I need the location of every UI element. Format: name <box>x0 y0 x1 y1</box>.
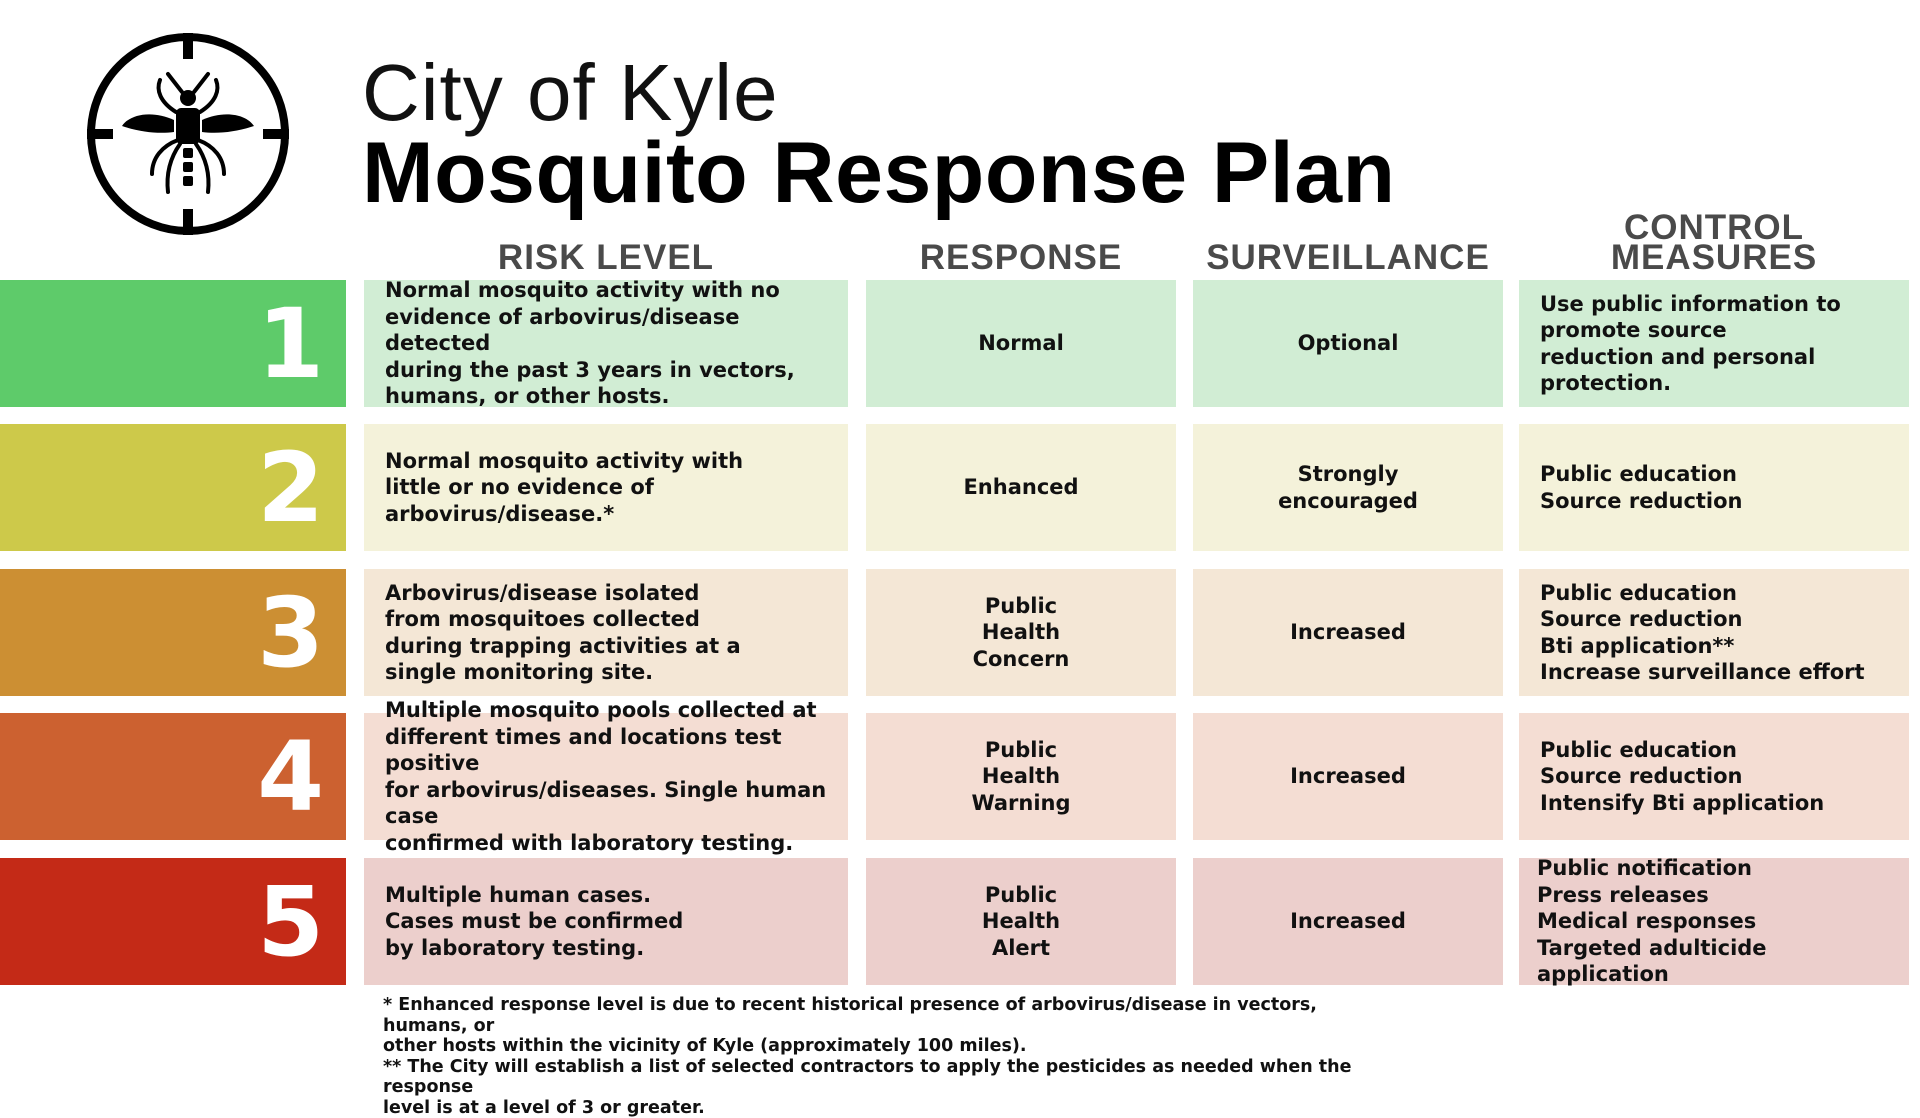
risk-description: Arbovirus/disease isolated from mosquitoes collected during trapping activities at a single monitoring site. <box>364 569 848 696</box>
page-title-plan: Mosquito Response Plan <box>362 123 1396 223</box>
risk-level-3-badge <box>0 569 346 696</box>
control-measures-value: Public education Source reduction Bti application** Increase surveillance effort <box>1519 569 1909 696</box>
risk-level-4-badge <box>0 713 346 840</box>
risk-level-2-badge <box>0 424 346 551</box>
risk-description: Multiple mosquito pools collected at different times and locations test positive for arbovirus/diseases. Single human case confirmed with laboratory testing. <box>364 713 848 840</box>
control-measures-value: Public education Source reduction <box>1519 424 1909 551</box>
risk-description: Multiple human cases. Cases must be confirmed by laboratory testing. <box>364 858 848 985</box>
column-header-response: RESPONSE <box>866 243 1176 273</box>
risk-level-number: 4 <box>257 729 324 825</box>
risk-level-number: 5 <box>257 874 324 970</box>
mosquito-crosshair-icon <box>82 28 294 240</box>
page-title-city: City of Kyle <box>362 45 779 141</box>
surveillance-value: Strongly encouraged <box>1193 424 1503 551</box>
risk-level-number: 2 <box>257 440 324 536</box>
column-header-risk-level: RISK LEVEL <box>364 243 848 273</box>
control-measures-value: Public notification Press releases Medical responses Targeted adulticide application <box>1519 858 1909 985</box>
response-value: Public Health Alert <box>866 858 1176 985</box>
footnotes <box>383 995 1403 1118</box>
footnote-contractors: ** The City will establish a list of selected contractors to apply the pesticides as needed when the response level is at a level of 3 or greater. <box>383 1057 1403 1118</box>
risk-level-1-badge <box>0 280 346 407</box>
surveillance-value: Increased <box>1193 569 1503 696</box>
risk-description: Normal mosquito activity with no evidence of arbovirus/disease detected during the past 3 years in vectors, humans, or other hosts. <box>364 280 848 407</box>
footnote-enhanced-response: * Enhanced response level is due to recent historical presence of arbovirus/disease in vectors, humans, or other hosts within the vicinity of Kyle (approximately 100 miles). <box>383 995 1403 1057</box>
risk-level-number: 1 <box>257 296 324 392</box>
column-header-control-measures: CONTROL MEASURES <box>1519 213 1909 273</box>
control-measures-value: Use public information to promote source reduction and personal protection. <box>1519 280 1909 407</box>
surveillance-value: Optional <box>1193 280 1503 407</box>
response-value: Normal <box>866 280 1176 407</box>
response-value: Public Health Concern <box>866 569 1176 696</box>
surveillance-value: Increased <box>1193 858 1503 985</box>
risk-level-5-badge <box>0 858 346 985</box>
risk-description: Normal mosquito activity with little or no evidence of arbovirus/disease.* <box>364 424 848 551</box>
response-value: Public Health Warning <box>866 713 1176 840</box>
risk-level-number: 3 <box>257 585 324 681</box>
column-header-surveillance: SURVEILLANCE <box>1193 243 1503 273</box>
surveillance-value: Increased <box>1193 713 1503 840</box>
control-measures-value: Public education Source reduction Intensify Bti application <box>1519 713 1909 840</box>
response-value: Enhanced <box>866 424 1176 551</box>
